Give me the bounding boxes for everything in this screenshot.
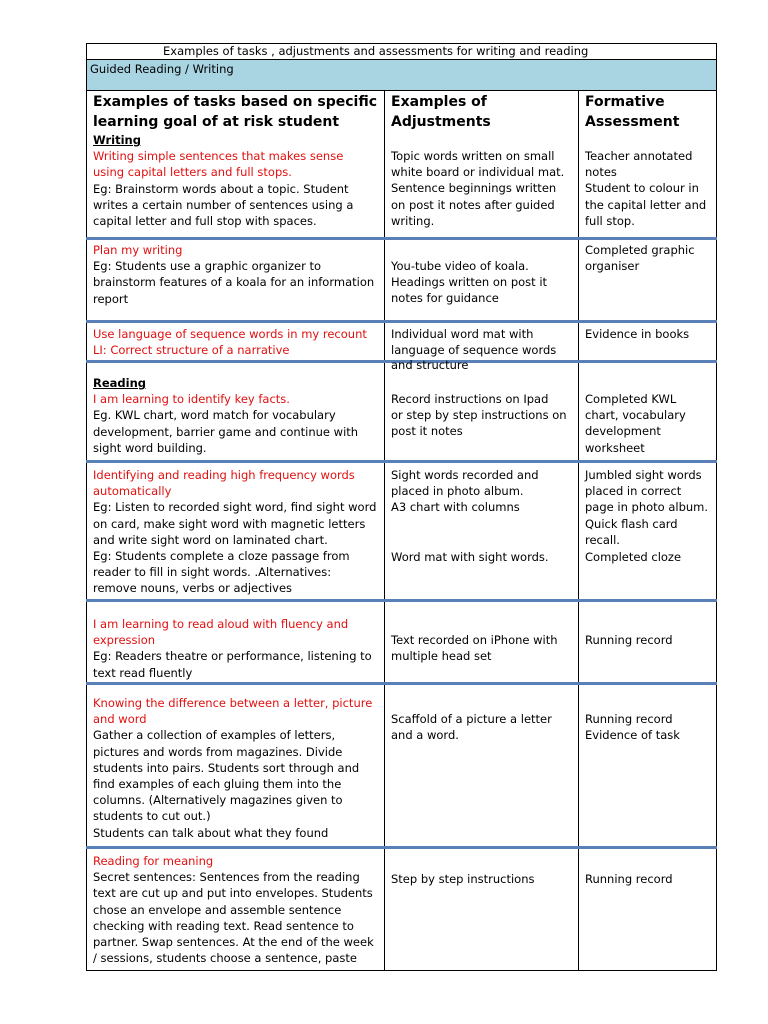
assessment-line: Student to colour in: [585, 181, 699, 196]
band-label: Guided Reading / Writing: [87, 60, 717, 91]
assessment-cell: [579, 91, 717, 239]
goal-line: automatically: [93, 484, 172, 499]
example-line: pictures and words from magazines. Divide: [93, 744, 343, 759]
adjustment-line: or step by step instructions on: [391, 408, 567, 423]
table-row: [87, 239, 717, 322]
adjustment-line: Topic words written on small: [391, 149, 555, 163]
assessment-cell: [579, 684, 717, 848]
adjustment-line: post it notes: [391, 424, 463, 439]
example-line: Students can talk about what they found: [93, 825, 329, 840]
title-row: [87, 44, 717, 60]
assessment-line: chart, vocabulary: [585, 408, 686, 423]
goal-line: Identifying and reading high frequency words: [93, 468, 355, 482]
table-row: [87, 684, 717, 848]
tasks-cell: [87, 239, 385, 322]
adjustment-line: and a word.: [391, 728, 459, 743]
assessment-line: Completed graphic: [585, 243, 695, 257]
col1-header-line2: learning goal of at risk student: [93, 114, 340, 130]
example-line: capital letter and full stop with spaces.: [93, 214, 317, 229]
goal-line: Reading for meaning: [93, 854, 214, 868]
example-line: students into pairs. Students sort through and: [93, 760, 360, 775]
assessment-line: full stop.: [585, 213, 635, 228]
example-line: Eg. KWL chart, word match for vocabulary: [93, 408, 336, 423]
col3-header-line1: Formative: [585, 94, 665, 110]
assessment-cell: [579, 848, 717, 971]
adjustment-line: notes for guidance: [391, 291, 499, 306]
example-line: remove nouns, verbs or adjectives: [93, 581, 293, 596]
table-row: [87, 322, 717, 362]
example-line: partner. Swap sentences. At the end of the week: [93, 935, 374, 950]
example-line: development, barrier game and continue with: [93, 424, 359, 439]
adjustment-line: Headings written on post it: [391, 275, 548, 290]
example-line: Eg: Readers theatre or performance, listening to: [93, 649, 372, 664]
adjustment-line: Word mat with sight words.: [391, 549, 549, 564]
assessment-line: organiser: [585, 259, 640, 274]
example-line: text are cut up and put into envelopes. Students: [93, 886, 373, 901]
example-line: columns. (Alternatively magazines given to: [93, 793, 343, 808]
adjustment-line: language of sequence words: [391, 343, 557, 358]
assessment-line: the capital letter and: [585, 197, 707, 212]
example-line: Eg: Students use a graphic organizer to: [93, 259, 321, 274]
adjustment-line: on post it notes after guided: [391, 197, 555, 212]
col2-header-line2: Adjustments: [391, 114, 491, 130]
planning-table: [86, 43, 717, 971]
band-row: [87, 60, 717, 91]
goal-line: and word: [93, 712, 147, 727]
adjustments-cell: [385, 684, 579, 848]
assessment-line: notes: [585, 165, 617, 180]
example-line: Gather a collection of examples of letters,: [93, 728, 336, 743]
col3-header-line2: Assessment: [585, 114, 680, 130]
adjustment-line: A3 chart with columns: [391, 500, 520, 515]
col1-header-line1: Examples of tasks based on specific: [93, 94, 377, 110]
assessment-line: Quick flash card: [585, 516, 678, 531]
adjustment-line: Text recorded on iPhone with: [391, 633, 558, 647]
adjustments-cell: [385, 239, 579, 322]
adjustment-line: writing.: [391, 213, 435, 228]
example-line: checking with reading text. Read sentence to: [93, 918, 354, 933]
adjustment-line: Scaffold of a picture a letter: [391, 712, 552, 726]
example-line: Secret sentences: Sentences from the reading: [93, 870, 360, 885]
tasks-cell: [87, 91, 385, 239]
example-line: brainstorm features of a koala for an information: [93, 275, 375, 290]
assessment-cell: [579, 362, 717, 462]
example-line: text read fluently: [93, 665, 193, 680]
assessment-line: page in photo album.: [585, 500, 709, 515]
assessment-line: recall.: [585, 532, 620, 547]
adjustments-cell: [385, 322, 579, 373]
adjustment-line: You-tube video of koala.: [391, 259, 529, 273]
table-row: [87, 91, 717, 239]
goal-line: Use language of sequence words in my recount: [93, 327, 367, 341]
example-line: writes a certain number of sentences using a: [93, 197, 354, 212]
goal-line: LI: Correct structure of a narrative: [93, 343, 290, 358]
tasks-cell: [87, 322, 385, 362]
example-line: report: [93, 291, 129, 306]
adjustments-cell: [385, 362, 579, 462]
example-line: and write sight word on laminated chart.: [93, 532, 328, 547]
example-line: chose an envelope and assemble sentence: [93, 902, 342, 917]
example-line: students to cut out.): [93, 809, 211, 824]
adjustment-line: Record instructions on Ipad: [391, 392, 549, 406]
adjustment-line: white board or individual mat.: [391, 165, 565, 180]
example-line: reader to fill in sight words. .Alternatives:: [93, 565, 332, 580]
adjustment-line: Step by step instructions: [391, 872, 535, 886]
assessment-cell: [579, 601, 717, 684]
goal-line: using capital letters and full stops.: [93, 165, 292, 180]
assessment-line: Running record: [585, 872, 673, 886]
tasks-cell: [87, 684, 385, 848]
assessment-line: placed in correct: [585, 484, 682, 499]
tasks-cell: [87, 601, 385, 684]
adjustment-line: Sentence beginnings written: [391, 181, 557, 196]
adjustments-cell: [385, 848, 579, 971]
adjustment-line: and structure: [391, 358, 469, 373]
example-line: find examples of each gluing them into the: [93, 777, 342, 792]
assessment-line: Evidence of task: [585, 728, 680, 743]
goal-line: Knowing the difference between a letter, picture: [93, 696, 373, 710]
assessment-line: Completed cloze: [585, 550, 682, 565]
adjustments-cell: [385, 462, 579, 601]
assessment-line: Running record: [585, 633, 673, 647]
assessment-line: Jumbled sight words: [585, 468, 702, 482]
tasks-cell: [87, 362, 385, 462]
goal-line: I am learning to read aloud with fluency and: [93, 617, 349, 631]
table-row: [87, 362, 717, 462]
tasks-cell: [87, 462, 385, 601]
assessment-line: Evidence in books: [585, 327, 690, 341]
assessment-line: worksheet: [585, 440, 645, 455]
section-writing: Writing: [93, 133, 141, 147]
assessment-line: development: [585, 424, 661, 439]
col2-header-line1: Examples of: [391, 94, 487, 110]
assessment-cell: [579, 239, 717, 322]
assessment-line: Teacher annotated: [585, 149, 693, 163]
assessment-line: Completed KWL: [585, 392, 677, 406]
adjustment-line: multiple head set: [391, 649, 492, 664]
example-line: Eg: Students complete a cloze passage from: [93, 549, 350, 564]
example-line: sight word building.: [93, 440, 207, 455]
example-line: Eg: Brainstorm words about a topic. Student: [93, 181, 349, 196]
goal-line: Plan my writing: [93, 243, 183, 257]
goal-line: expression: [93, 633, 156, 648]
adjustments-cell: [385, 91, 579, 239]
tasks-cell: [87, 848, 385, 971]
adjustment-line: placed in photo album.: [391, 484, 524, 499]
adjustments-cell: [385, 601, 579, 684]
table-row: [87, 848, 717, 971]
example-line: / sessions, students choose a sentence, paste: [93, 951, 357, 966]
adjustment-line: Sight words recorded and: [391, 468, 539, 482]
document-title: Examples of tasks , adjustments and assessments for writing and reading: [87, 44, 717, 60]
assessment-cell: [579, 322, 717, 362]
table-row: [87, 601, 717, 684]
example-line: on card, make sight word with magnetic letters: [93, 516, 366, 531]
section-reading: Reading: [93, 376, 147, 390]
goal-line: I am learning to identify key facts.: [93, 392, 290, 407]
assessment-cell: [579, 462, 717, 601]
table-row: [87, 462, 717, 601]
example-line: Eg: Listen to recorded sight word, find sight word: [93, 500, 377, 515]
goal-line: Writing simple sentences that makes sense: [93, 149, 344, 164]
assessment-line: Running record: [585, 712, 673, 726]
adjustment-line: Individual word mat with: [391, 327, 534, 341]
